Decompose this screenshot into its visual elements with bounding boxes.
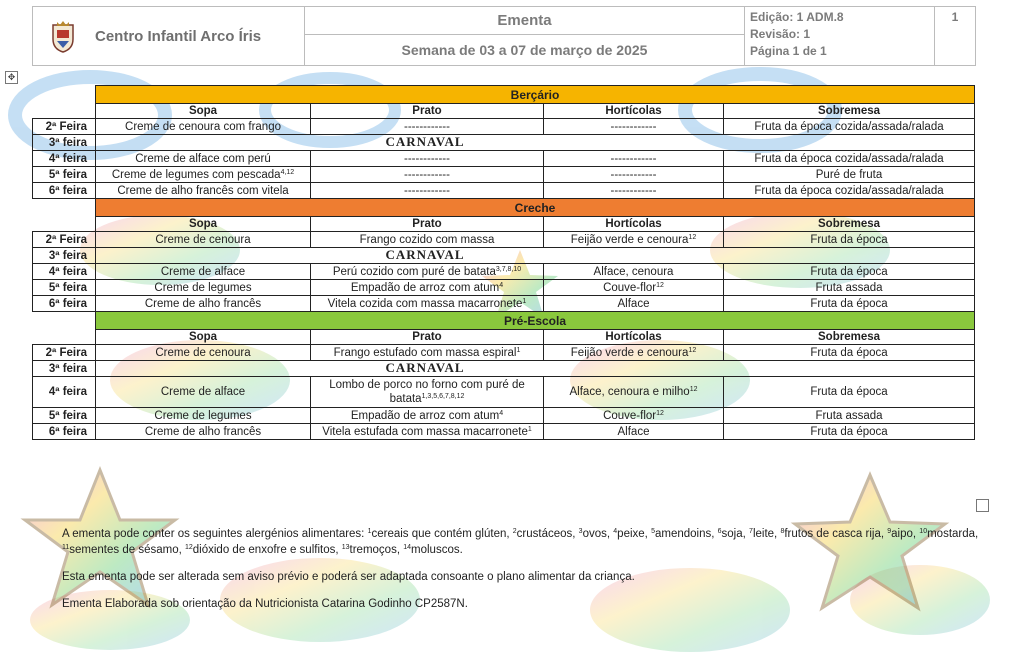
day-label: 6ª feira [33, 424, 96, 440]
sobremesa-text: Fruta da época cozida/assada/ralada [754, 120, 944, 133]
allergen-number: 9 [887, 528, 892, 535]
horticolas-text: Couve-flor [603, 409, 657, 422]
prato-text: Vitela cozida com massa macarronete [327, 297, 523, 310]
sobremesa-text: Fruta da época [810, 233, 888, 246]
horticolas-cell [544, 424, 724, 440]
prato-text: ------------ [404, 184, 450, 197]
table-resize-handle[interactable] [976, 499, 989, 512]
table-row [33, 151, 975, 167]
prato-text: Perú cozido com puré de batata [332, 265, 496, 278]
sopa-cell [96, 424, 311, 440]
sopa-cell [96, 151, 311, 167]
holiday-cell [96, 361, 975, 377]
allergen-number: 11 [62, 544, 70, 551]
prato-allergen-ref: 1 [516, 346, 521, 354]
allergen-number: 8 [780, 528, 785, 535]
author-note: Ementa Elaborada sob orientação da Nutricionista Catarina Godinho CP2587N. [62, 598, 468, 610]
horticolas-cell [544, 167, 724, 183]
day-label: 6ª feira [33, 296, 96, 312]
horticolas-cell [544, 151, 724, 167]
prato-cell [311, 264, 544, 280]
table-row [33, 232, 975, 248]
prato-cell [311, 280, 544, 296]
sobremesa-cell [724, 424, 975, 440]
allergen-number: 3 [578, 528, 583, 535]
sobremesa-cell [724, 264, 975, 280]
sobremesa-cell [724, 377, 975, 408]
sopa-text: Creme de cenoura [155, 346, 251, 359]
horticolas-text: ------------ [610, 120, 657, 133]
allergen-name: ovos, [582, 528, 614, 540]
column-header-prato: Prato [311, 217, 544, 232]
prato-cell [311, 119, 544, 135]
menu-table [32, 85, 975, 440]
sobremesa-text: Fruta assada [815, 409, 883, 422]
day-label: 3ª feira [33, 248, 96, 264]
day-label: 4ª feira [33, 264, 96, 280]
day-label: 6ª feira [33, 183, 96, 199]
horticolas-text: Alface [617, 425, 650, 438]
table-row [33, 296, 975, 312]
prato-allergen-ref: 1 [527, 425, 532, 433]
allergen-number: 14 [403, 544, 412, 551]
horticolas-allergen-ref: 12 [656, 281, 664, 289]
table-row [33, 183, 975, 199]
column-header-sopa: Sopa [96, 330, 311, 345]
column-header-horticolas: Hortícolas [544, 217, 724, 232]
allergen-name: sementes de sésamo, [69, 544, 185, 556]
allergen-name: leite, [752, 528, 781, 540]
horticolas-cell [544, 296, 724, 312]
table-row [33, 361, 975, 377]
sopa-cell [96, 296, 311, 312]
sopa-text: Creme de cenoura [155, 233, 251, 246]
horticolas-allergen-ref: 12 [689, 386, 698, 393]
day-label: 3ª feira [33, 361, 96, 377]
horticolas-allergen-ref: 12 [688, 233, 697, 241]
week-label: Semana de 03 a 07 de março de 2025 [305, 35, 745, 66]
day-label: 3ª feira [33, 135, 96, 151]
sobremesa-text: Fruta da época cozida/assada/ralada [754, 152, 944, 165]
horticolas-cell [544, 264, 724, 280]
prato-text: ------------ [404, 120, 450, 133]
sobremesa-text: Fruta da época cozida/assada/ralada [754, 184, 944, 197]
horticolas-cell [544, 377, 724, 408]
table-move-handle-icon[interactable]: ✥ [5, 71, 18, 84]
column-header-sobremesa: Sobremesa [724, 217, 975, 232]
sopa-cell [96, 345, 311, 361]
allergen-number: 7 [749, 528, 753, 535]
horticolas-allergen-ref: 12 [688, 346, 697, 354]
table-row [33, 167, 975, 183]
sobremesa-text: Fruta da época [810, 265, 888, 278]
horticolas-text: Feijão verde e cenoura [570, 233, 689, 246]
holiday-label: CARNAVAL [385, 134, 465, 149]
section-title: Berçário [96, 86, 975, 104]
horticolas-text: Feijão verde e cenoura [570, 346, 689, 359]
prato-cell [311, 408, 544, 424]
allergens-note [62, 526, 997, 558]
horticolas-cell [544, 280, 724, 296]
prato-cell [311, 345, 544, 361]
sobremesa-cell [724, 345, 975, 361]
sobremesa-text: Fruta assada [815, 281, 883, 294]
column-header-prato: Prato [311, 104, 544, 119]
document-title: Ementa [305, 7, 745, 35]
sobremesa-cell [724, 151, 975, 167]
allergen-number: 12 [184, 544, 193, 551]
column-headers [33, 217, 975, 232]
institution-name: Centro Infantil Arco Íris [95, 27, 262, 45]
table-row [33, 424, 975, 440]
menu-notes [62, 526, 997, 623]
prato-allergen-ref: 1 [522, 297, 527, 305]
revision-label: Revisão: 1 [750, 27, 811, 41]
prato-text: Frango estufado com massa espiral [333, 346, 517, 359]
allergen-name: crustáceos, [516, 528, 579, 540]
prato-text: ------------ [404, 168, 450, 181]
sopa-text: Creme de alface com perú [135, 152, 271, 165]
day-label: 5ª feira [33, 167, 96, 183]
page-number: 1 [935, 7, 976, 66]
sopa-text: Creme de alho francês [144, 297, 262, 310]
sobremesa-text: Fruta da época [810, 425, 888, 438]
sopa-text: Creme de legumes [154, 281, 252, 294]
page-label: Página 1 de 1 [750, 44, 827, 58]
sobremesa-cell [724, 232, 975, 248]
allergen-number: 1 [367, 528, 372, 535]
prato-cell [311, 183, 544, 199]
horticolas-cell [544, 345, 724, 361]
section-header-pre_escola [33, 312, 975, 330]
section-header-bercario [33, 86, 975, 104]
sobremesa-text: Fruta da época [810, 297, 888, 310]
day-label: 2ª Feira [33, 119, 96, 135]
prato-cell [311, 232, 544, 248]
prato-text: Lombo de porco no forno com puré de batata [329, 379, 525, 405]
allergen-name: aipo, [891, 528, 920, 540]
sopa-text: Creme de alface [160, 265, 246, 278]
table-row [33, 119, 975, 135]
sopa-text: Creme de cenoura com frango [125, 120, 281, 133]
prato-cell [311, 377, 544, 408]
horticolas-text: Alface, cenoura [593, 265, 674, 278]
sobremesa-cell [724, 280, 975, 296]
prato-cell [311, 167, 544, 183]
day-label: 5ª feira [33, 280, 96, 296]
sobremesa-text: Fruta da época [810, 386, 888, 398]
table-row [33, 248, 975, 264]
horticolas-allergen-ref: 12 [656, 409, 664, 417]
horticolas-cell [544, 119, 724, 135]
sopa-text: Creme de legumes com pescada [111, 168, 281, 181]
allergen-number: 5 [651, 528, 655, 535]
day-label: 5ª feira [33, 408, 96, 424]
column-header-prato: Prato [311, 330, 544, 345]
sopa-allergen-ref: 4,12 [280, 168, 295, 176]
sobremesa-cell [724, 183, 975, 199]
horticolas-text: Alface, cenoura e milho [569, 386, 690, 398]
sobremesa-cell [724, 167, 975, 183]
allergen-number: 13 [341, 544, 350, 551]
allergen-number: 2 [512, 528, 517, 535]
prato-cell [311, 151, 544, 167]
horticolas-cell [544, 408, 724, 424]
sopa-text: Creme de legumes [154, 409, 252, 422]
prato-cell [311, 424, 544, 440]
sobremesa-cell [724, 408, 975, 424]
sobremesa-text: Puré de fruta [815, 168, 883, 181]
sobremesa-cell [724, 296, 975, 312]
day-label: 4ª feira [33, 151, 96, 167]
horticolas-cell [544, 232, 724, 248]
prato-text: ------------ [404, 152, 450, 165]
horticolas-text: Couve-flor [603, 281, 657, 294]
allergen-name: moluscos. [411, 544, 463, 556]
column-headers [33, 330, 975, 345]
section-header-creche [33, 199, 975, 217]
column-header-sobremesa: Sobremesa [724, 330, 975, 345]
day-label: 4ª feira [33, 377, 96, 408]
horticolas-text: ------------ [610, 184, 657, 197]
horticolas-text: ------------ [610, 152, 657, 165]
prato-allergen-ref: 3,7,8,10 [495, 265, 522, 273]
allergen-name: soja, [721, 528, 750, 540]
sopa-cell [96, 408, 311, 424]
holiday-cell [96, 135, 975, 151]
day-label: 2ª Feira [33, 345, 96, 361]
allergen-number: 6 [717, 528, 722, 535]
section-title: Pré-Escola [96, 312, 975, 330]
prato-text: Empadão de arroz com atum [350, 409, 500, 422]
allergen-number: 4 [613, 528, 618, 535]
edition-label: Edição: 1 ADM.8 [750, 10, 844, 24]
prato-allergen-ref: 4 [499, 409, 504, 417]
table-row [33, 264, 975, 280]
sopa-text: Creme de alho francês com vitela [117, 184, 289, 197]
prato-allergen-ref: 4 [499, 281, 504, 289]
table-row [33, 377, 975, 408]
horticolas-text: ------------ [610, 168, 657, 181]
allergens-intro: A ementa pode conter os seguintes alergénios alimentares: [62, 528, 368, 540]
sobremesa-cell [724, 119, 975, 135]
prato-allergen-ref: 1,3,5,6,7,8,12 [421, 393, 465, 400]
allergen-name: tremoços, [349, 544, 404, 556]
table-row [33, 408, 975, 424]
allergen-name: peixe, [617, 528, 652, 540]
allergen-name: amendoins, [654, 528, 718, 540]
allergen-name: dióxido de enxofre e sulfitos, [192, 544, 342, 556]
sobremesa-text: Fruta da época [810, 346, 888, 359]
day-label: 2ª Feira [33, 232, 96, 248]
table-row [33, 135, 975, 151]
holiday-label: CARNAVAL [385, 360, 465, 375]
sopa-text: Creme de alho francês [144, 425, 262, 438]
sopa-cell [96, 167, 311, 183]
holiday-cell [96, 248, 975, 264]
column-headers [33, 104, 975, 119]
prato-text: Empadão de arroz com atum [350, 281, 500, 294]
document-meta [745, 7, 935, 66]
sopa-cell [96, 232, 311, 248]
prato-text: Vitela estufada com massa macarronete [322, 425, 528, 438]
school-crest-icon [49, 19, 77, 53]
allergen-name: frutos de casca rija, [784, 528, 888, 540]
sopa-cell [96, 264, 311, 280]
sopa-cell [96, 280, 311, 296]
sopa-cell [96, 119, 311, 135]
prato-cell [311, 296, 544, 312]
prato-text: Frango cozido com massa [359, 233, 495, 246]
table-row [33, 345, 975, 361]
horticolas-cell [544, 183, 724, 199]
column-header-sopa: Sopa [96, 104, 311, 119]
column-header-horticolas: Hortícolas [544, 104, 724, 119]
holiday-label: CARNAVAL [385, 247, 465, 262]
column-header-sopa: Sopa [96, 217, 311, 232]
sopa-cell [96, 183, 311, 199]
horticolas-text: Alface [617, 297, 650, 310]
column-header-sobremesa: Sobremesa [724, 104, 975, 119]
allergen-name: cereais que contém glúten, [371, 528, 513, 540]
changes-note: Esta ementa pode ser alterada sem aviso prévio e poderá ser adaptada consoante o plano alimentar da criança. [62, 571, 635, 583]
section-title: Creche [96, 199, 975, 217]
sopa-text: Creme de alface [160, 386, 246, 398]
table-row [33, 280, 975, 296]
allergen-name: mostarda, [927, 528, 979, 540]
document-header [32, 6, 976, 66]
allergen-number: 10 [919, 528, 928, 535]
column-header-horticolas: Hortícolas [544, 330, 724, 345]
sopa-cell [96, 377, 311, 408]
institution-cell [33, 7, 305, 66]
